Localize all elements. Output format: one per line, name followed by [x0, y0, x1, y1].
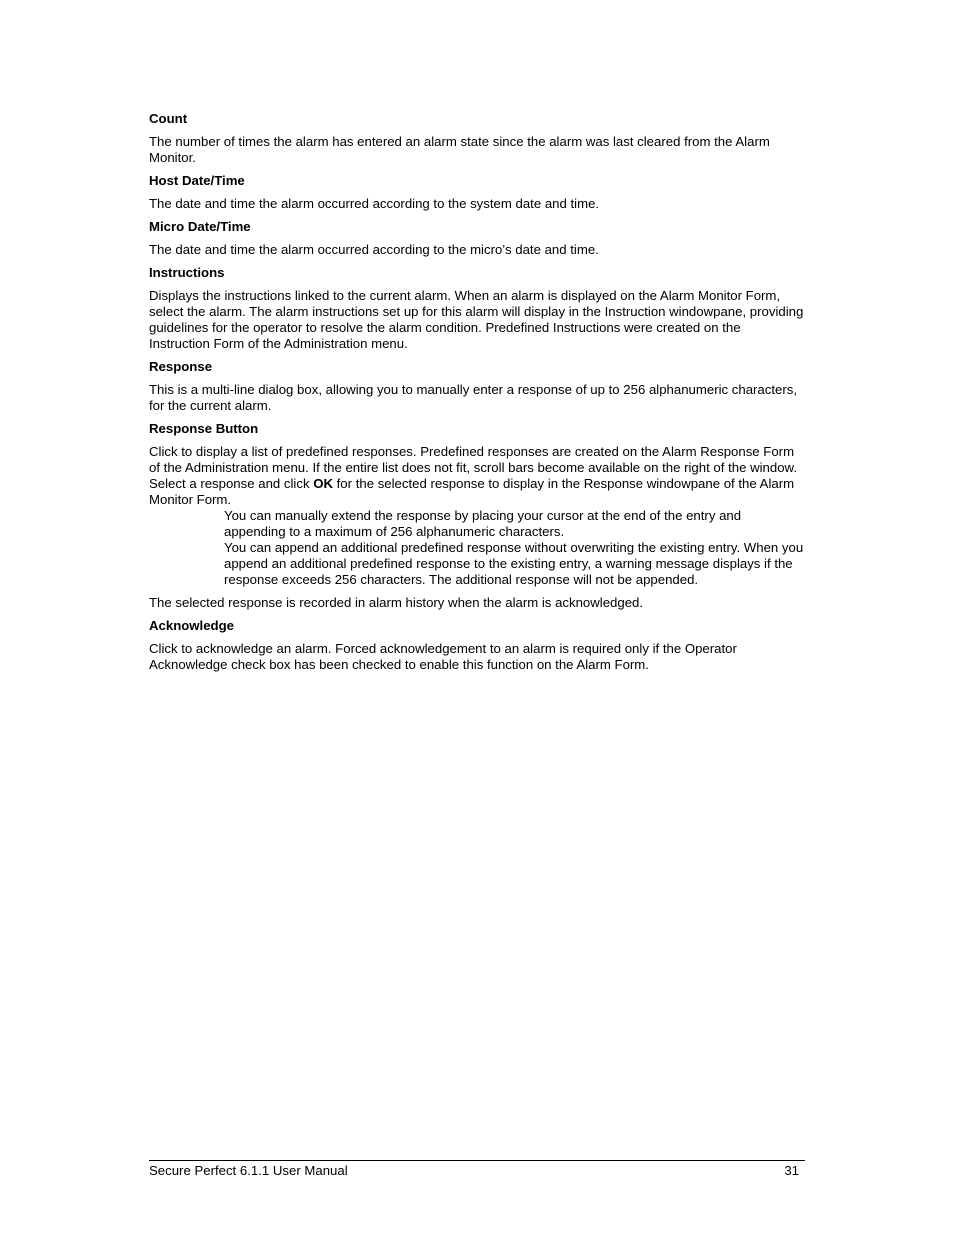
page-number: 31	[784, 1163, 799, 1178]
section-heading-instructions: Instructions	[149, 265, 225, 280]
section-heading-micro-date-time: Micro Date/Time	[149, 219, 251, 234]
section-text-acknowledge: Click to acknowledge an alarm. Forced acknowledgement to an alarm is required only if the Operator Acknowledge check box has been checked to enable this function on the Alarm Form.	[149, 641, 737, 672]
response-note-2: You can append an additional predefined response without overwriting the existing entry. When you append an additional predefined response to the existing entry, a warning message displays if the response exceeds 256 characters. The additional response will not be appended.	[224, 540, 804, 587]
section-heading-host-date-time: Host Date/Time	[149, 173, 245, 188]
page-footer	[149, 1160, 805, 1179]
section-heading-acknowledge: Acknowledge	[149, 618, 235, 633]
response-note-1: You can manually extend the response by placing your cursor at the end of the entry and appending to a maximum of 256 alphanumeric characters.	[224, 508, 742, 539]
section-heading-count: Count	[149, 111, 188, 126]
section-text-host-date-time: The date and time the alarm occurred according to the system date and time.	[149, 196, 600, 211]
section-text-response-button	[149, 444, 804, 508]
section-text-count: The number of times the alarm has entered an alarm state since the alarm was last cleared from the Alarm Monitor.	[149, 134, 770, 165]
footer-title: Secure Perfect 6.1.1 User Manual	[149, 1163, 348, 1178]
ok-label: OK	[313, 476, 333, 491]
section-text-response: This is a multi-line dialog box, allowing you to manually enter a response of up to 256 alphanumeric characters, for the current alarm.	[149, 382, 798, 413]
section-heading-response-button: Response Button	[149, 421, 259, 436]
section-heading-response: Response	[149, 359, 213, 374]
section-text-micro-date-time: The date and time the alarm occurred according to the micro’s date and time.	[149, 242, 599, 257]
document-body	[149, 111, 804, 673]
response-button-text-part-1: Click to display a list of predefined responses. Predefined responses are created on the Alarm Response Form of the Administration menu. If the entire list does not fit, scroll bars become available on the right of the window. Select a response and click	[149, 444, 798, 491]
response-button-text-part-2: for the selected response to display in the Response windowpane of the Alarm Monitor Form.	[149, 476, 795, 507]
response-closing-text: The selected response is recorded in alarm history when the alarm is acknowledged.	[149, 595, 644, 610]
section-text-instructions: Displays the instructions linked to the current alarm. When an alarm is displayed on the Alarm Monitor Form, select the alarm. The alarm instructions set up for this alarm will display in the Instruction windowpane, providing guidelines for the operator to resolve the alarm condition. Predefined Instructions were created on the Instruction Form of the Administration menu.	[149, 288, 804, 351]
